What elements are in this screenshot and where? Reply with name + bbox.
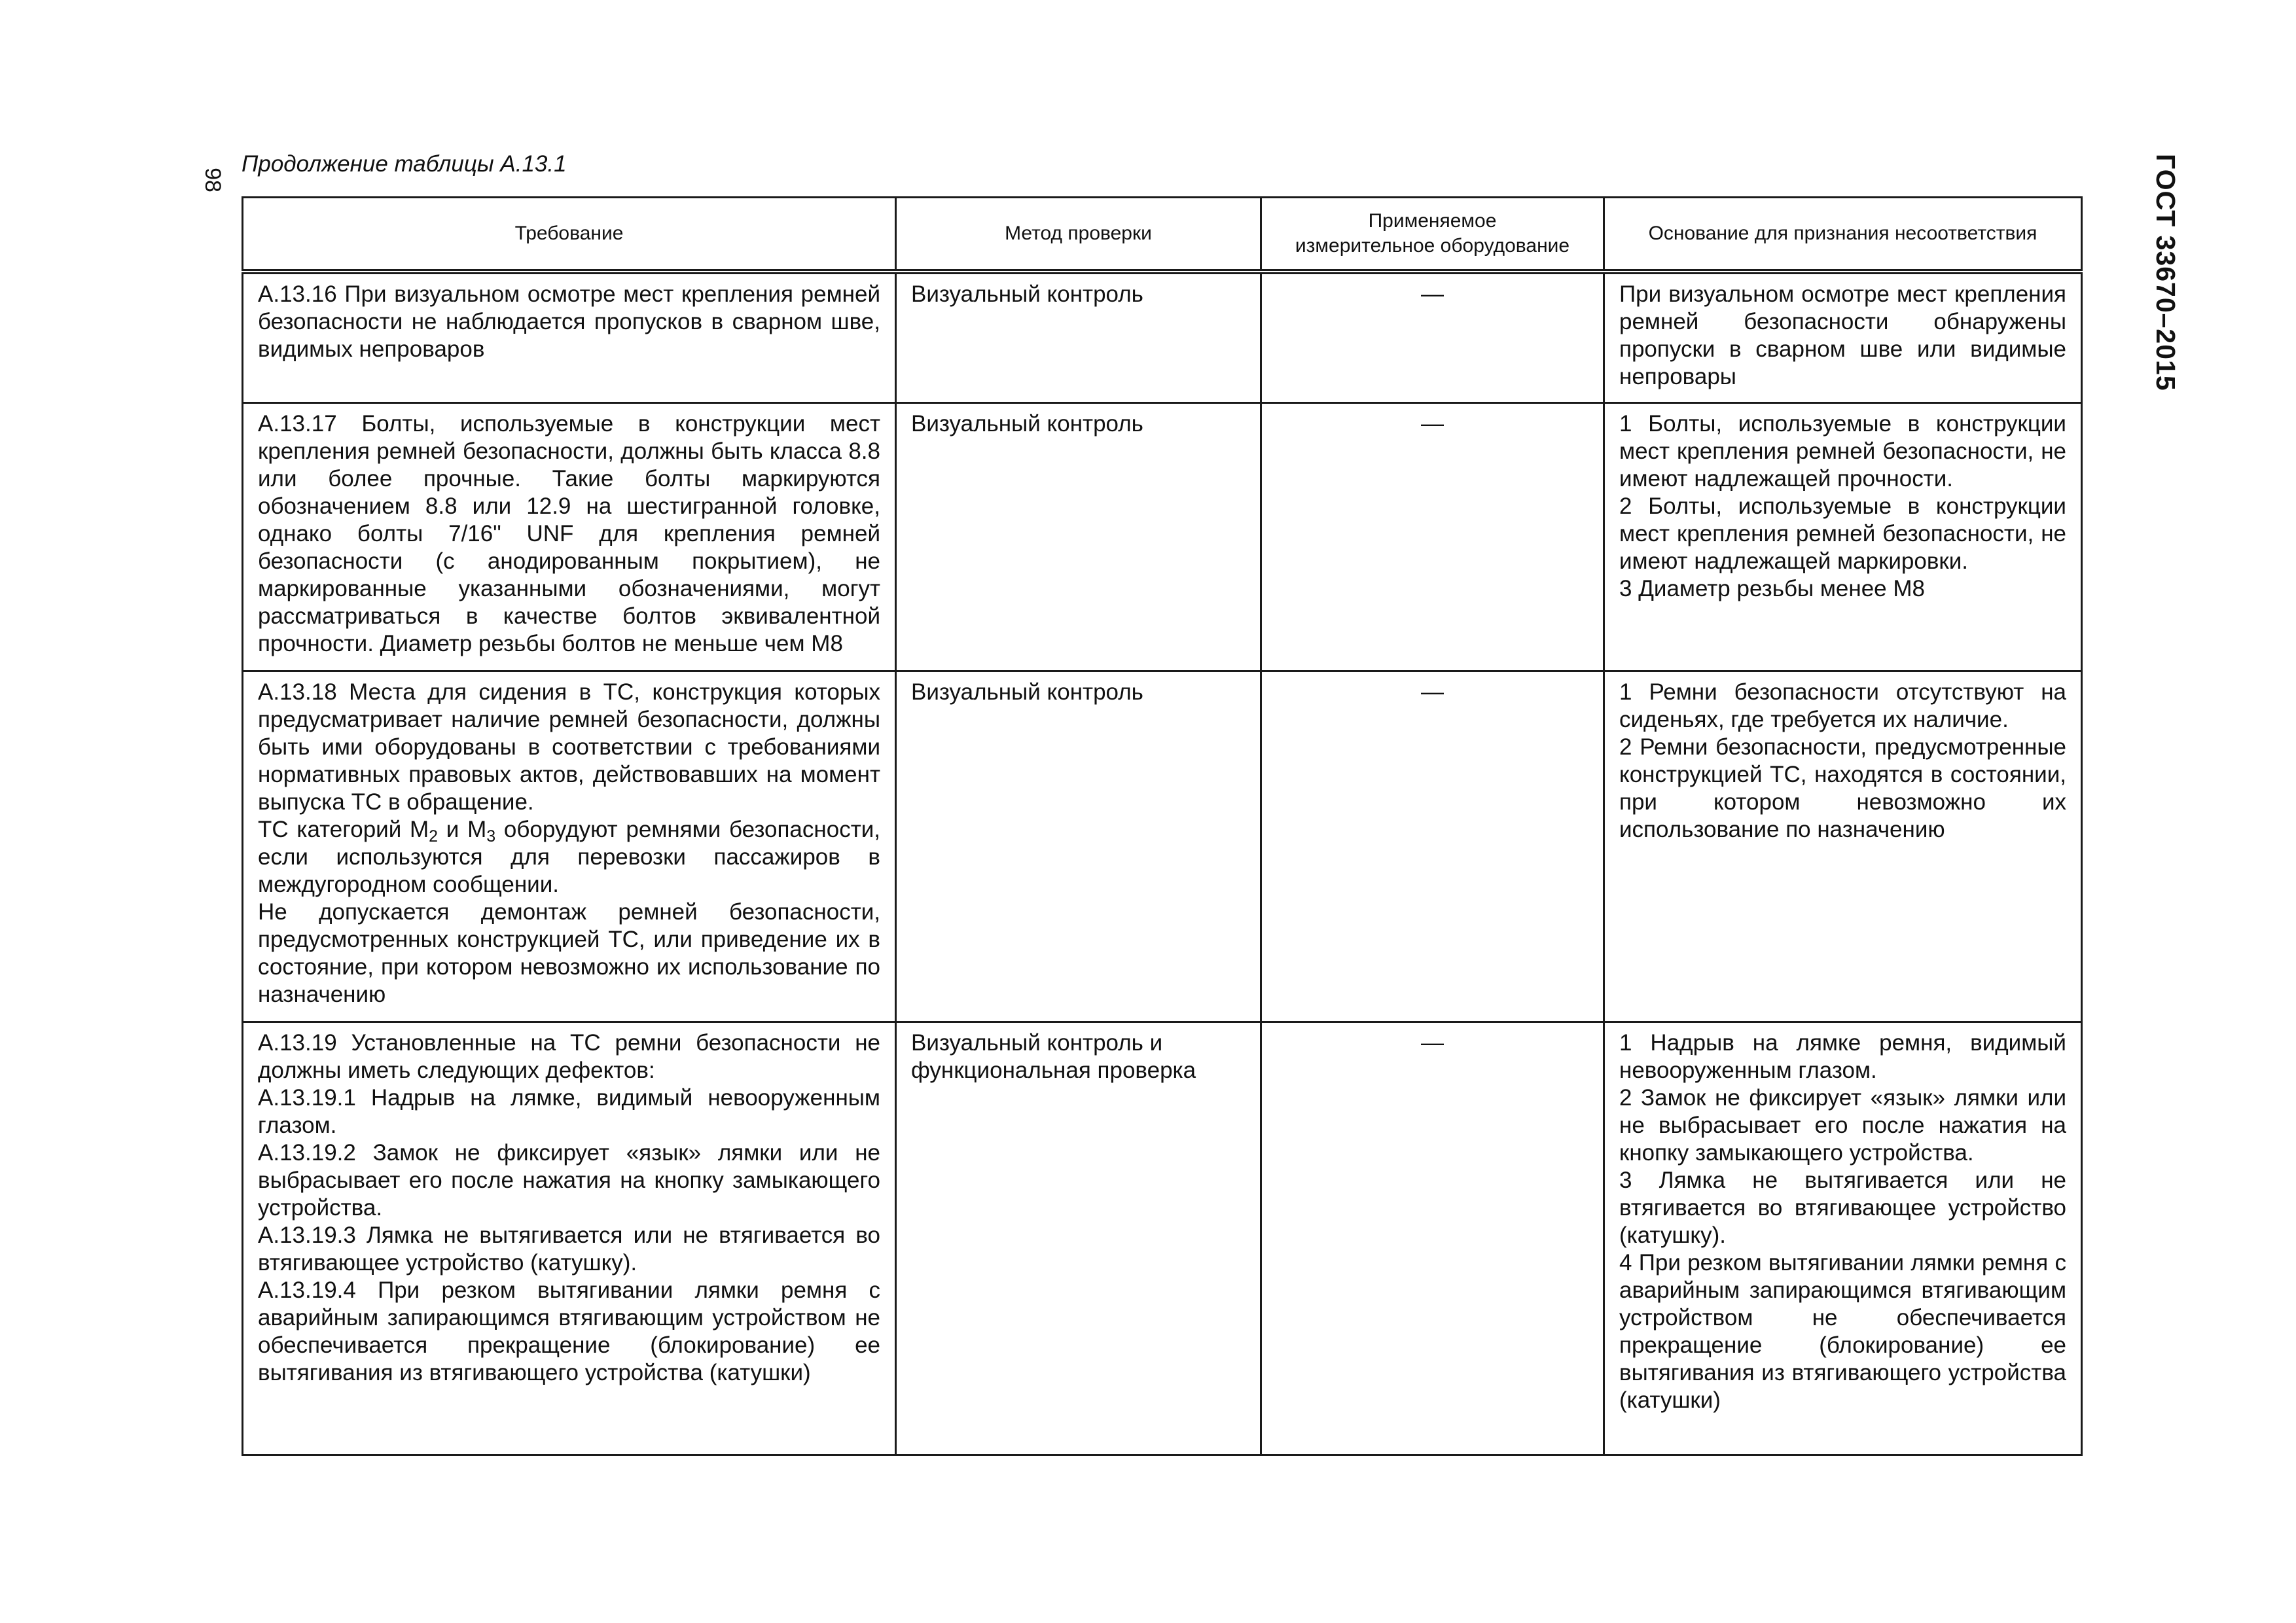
basis-item: 1 Болты, используемые в конструкции мест крепления ремней безопасности, не имеют надлежащей прочности.: [1619, 410, 2066, 491]
basis-item: 2 Болты, используемые в конструкции мест крепления ремней безопасности, не имеют надлежащей маркировки.: [1619, 493, 2066, 574]
header-requirement: Требование: [243, 198, 896, 272]
category-text: ТС категорий М: [258, 816, 429, 842]
header-basis: Основание для признания несоответствия: [1604, 198, 2082, 272]
basis-item: 1 Надрыв на лямке ремня, видимый невооруженным глазом.: [1619, 1029, 2066, 1083]
category-subscript: 3: [486, 827, 496, 846]
cell-basis: [1604, 272, 2082, 402]
basis-item: 3 Лямка не вытягивается или не втягивается во втягивающее устройство (катушку).: [1619, 1167, 2066, 1248]
requirement-paragraph: А.13.19.1 Надрыв на лямке, видимый невооруженным глазом.: [258, 1084, 880, 1138]
requirement-text: А.13.17 Болты, используемые в конструкции мест крепления ремней безопасности, должны быть класса 8.8 или более прочные. Такие болты маркируются обозначением 8.8 или 12.9 на шестигранной головке, однако болты 7/16" UNF для крепления ремней безопасности (с анодированным покрытием), не маркированные указанными обозначениями, могут рассматриваться в качестве болтов эквивалентной прочности. Диаметр резьбы болтов не меньше чем М8: [258, 410, 880, 656]
header-equipment-line1: Применяемое: [1368, 210, 1497, 232]
cell-requirement: [243, 272, 896, 402]
requirement-paragraph: А.13.19 Установленные на ТС ремни безопасности не должны иметь следующих дефектов:: [258, 1029, 880, 1083]
cell-requirement: [243, 671, 896, 1022]
requirements-table: [242, 196, 2083, 1456]
table-header-row: [243, 198, 2082, 272]
table-row: [243, 402, 2082, 671]
category-text: и М: [438, 816, 487, 842]
cell-method: Визуальный контроль: [896, 272, 1261, 402]
header-method: Метод проверки: [896, 198, 1261, 272]
basis-item: 4 При резком вытягивании лямки ремня с аварийным запирающимся втягивающим устройством не обеспечивается прекращение (блокирование) ее вытягивания из втягивающего устройства (катушки): [1619, 1249, 2066, 1413]
header-equipment-line2: измерительное оборудование: [1295, 235, 1570, 257]
cell-requirement: [243, 402, 896, 671]
cell-equipment: —: [1261, 1022, 1604, 1455]
cell-requirement: [243, 1022, 896, 1455]
table-row: [243, 272, 2082, 402]
category-text: оборудуют ремнями безопасности, если используются для перевозки пассажиров в междугородном сообщении.: [258, 816, 881, 897]
requirement-paragraph: А.13.18 Места для сидения в ТС, конструкция которых предусматривает наличие ремней безопасности, должны быть ими оборудованы в соответствии с требованиями нормативных правовых актов, действовавших на момент выпуска ТС в обращение.: [258, 679, 880, 815]
standard-code: ГОСТ 33670–2015: [2151, 154, 2181, 391]
header-equipment: [1261, 198, 1604, 272]
basis-text: При визуальном осмотре мест крепления ремней безопасности обнаружены пропуски в сварном шве или видимые непровары: [1619, 281, 2066, 389]
requirement-paragraph: А.13.19.3 Лямка не вытягивается или не втягивается во втягивающее устройство (катушку).: [258, 1222, 880, 1275]
requirement-paragraph: А.13.19.4 При резком вытягивании лямки ремня с аварийным запирающимся втягивающим устройством не обеспечивается прекращение (блокирование) ее вытягивания из втягивающего устройства (катушки): [258, 1277, 880, 1385]
requirement-paragraph: А.13.19.2 Замок не фиксирует «язык» лямки или не выбрасывает его после нажатия на кнопку замыкающего устройства.: [258, 1139, 880, 1221]
table-row: [243, 671, 2082, 1022]
requirement-paragraph: Не допускается демонтаж ремней безопасности, предусмотренных конструкцией ТС, или приведение их в состояние, при котором невозможно их использование по назначению: [258, 899, 880, 1007]
basis-item: 2 Замок не фиксирует «язык» лямки или не выбрасывает его после нажатия на кнопку замыкающего устройства.: [1619, 1084, 2066, 1166]
cell-method: Визуальный контроль: [896, 671, 1261, 1022]
cell-basis: [1604, 671, 2082, 1022]
page-number: 98: [200, 168, 225, 192]
cell-basis: [1604, 1022, 2082, 1455]
basis-item: 3 Диаметр резьбы менее М8: [1619, 575, 1925, 601]
category-subscript: 2: [429, 827, 439, 846]
cell-method: Визуальный контроль: [896, 402, 1261, 671]
table-caption: Продолжение таблицы А.13.1: [242, 151, 567, 177]
requirement-text: А.13.16 При визуальном осмотре мест крепления ремней безопасности не наблюдается пропусков в сварном шве, видимых непроваров: [258, 281, 880, 362]
table-row: [243, 1022, 2082, 1455]
cell-equipment: —: [1261, 671, 1604, 1022]
requirement-paragraph: [258, 816, 880, 899]
cell-equipment: —: [1261, 272, 1604, 402]
basis-item: 2 Ремни безопасности, предусмотренные конструкцией ТС, находятся в состоянии, при котором невозможно их использование по назначению: [1619, 734, 2066, 842]
cell-basis: [1604, 402, 2082, 671]
basis-item: 1 Ремни безопасности отсутствуют на сиденьях, где требуется их наличие.: [1619, 679, 2066, 732]
cell-method: Визуальный контроль и функциональная проверка: [896, 1022, 1261, 1455]
cell-equipment: —: [1261, 402, 1604, 671]
